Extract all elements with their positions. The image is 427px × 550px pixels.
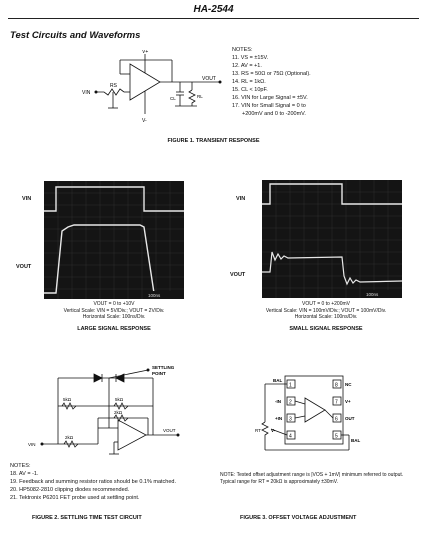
vplus-label: V+ [142, 50, 149, 55]
document-id: HA-2544 [193, 4, 234, 15]
note-item: 15. CL < 10pF. [232, 87, 268, 93]
large-line2: Vertical Scale: VIN = 5V/Div.; VOUT = 2V/Div. [63, 307, 165, 314]
rl-label: RL [197, 94, 203, 99]
note-item: 16. VIN for Large Signal = ±5V. [232, 95, 308, 101]
vin-label: VIN [82, 90, 91, 96]
large-signal-scope [44, 181, 184, 299]
pin-3: 3 [289, 416, 292, 423]
offset-note: NOTE: Tested offset adjustment range is |VOS + 1mV| minimum referred to output. Typical range for RT = 20kΩ is approximately ±30mV. [220, 472, 404, 485]
figure1-caption: FIGURE 1. TRANSIENT RESPONSE [167, 138, 260, 144]
notes-bottom [10, 462, 176, 502]
vout-label: VOUT [163, 428, 176, 433]
note-item: 13. RS = 50Ω or 75Ω (Optional). [232, 71, 311, 77]
pin-8: 8 [335, 382, 338, 389]
pin-7: 7 [335, 399, 338, 406]
vin-label: VIN [28, 442, 36, 447]
in-plus-label: +IN [275, 416, 283, 421]
settling-time-circuit [28, 366, 188, 458]
vout-label: VOUT [202, 76, 216, 82]
note-item: 17. VIN for Small Signal = 0 to [232, 103, 306, 109]
r2k-b-label: 2kΩ [65, 435, 74, 440]
small-scope-tag: 100ns [366, 292, 379, 297]
note-item: 18. AV = -1. [10, 471, 39, 477]
cl-label: CL [170, 96, 176, 101]
small-line3: Horizontal Scale: 100ns/Div. [294, 314, 358, 320]
pin-4: 4 [289, 433, 292, 440]
figure2-caption: FIGURE 2. SETTLING TIME TEST CIRCUIT [32, 515, 142, 521]
bal-bottom-label: BAL [351, 438, 361, 443]
r5k-a-label: 5kΩ [63, 397, 72, 402]
large-line1: VOUT = 0 to +10V [93, 301, 135, 307]
note-item: 21. Tektronix P6201 FET probe used at settling point. [10, 495, 140, 501]
small-signal-scope [262, 180, 402, 298]
vminus-label: V- [271, 428, 276, 433]
vplus-label: V+ [345, 399, 351, 404]
notes-top [232, 46, 422, 118]
large-line3: Horizontal Scale: 100ns/Div. [82, 314, 146, 320]
r5k-b-label: 5kΩ [115, 397, 124, 402]
section-title: Test Circuits and Waveforms [10, 30, 141, 41]
vminus-label: V- [142, 118, 147, 124]
offset-adjust-circuit [255, 374, 365, 454]
r2k-a-label: 2kΩ [114, 410, 123, 415]
point-label: POINT [152, 371, 166, 376]
note-item: 19. Feedback and summing resistor ratios should be 0.1% matched. [10, 479, 177, 485]
small-signal-caption: SMALL SIGNAL RESPONSE [289, 326, 363, 332]
pin-6: 6 [335, 416, 338, 423]
large-signal-caption: LARGE SIGNAL RESPONSE [77, 326, 151, 332]
small-vin-label: VIN [236, 196, 246, 202]
transient-response-circuit [80, 50, 230, 132]
figure3-caption: FIGURE 3. OFFSET VOLTAGE ADJUSTMENT [240, 515, 357, 521]
in-minus-label: -IN [275, 399, 281, 404]
pin-1: 1 [289, 382, 292, 389]
small-line1: VOUT = 0 to +200mV [302, 301, 350, 307]
bal-top-label: BAL [273, 378, 283, 383]
settling-label: SETTLING [152, 366, 175, 370]
note-item: 14. RL = 1kΩ. [232, 79, 266, 85]
notes-heading: NOTES: [232, 47, 253, 53]
nc-label: NC [345, 382, 352, 387]
small-vout-label: VOUT [230, 272, 246, 278]
rs-label: RS [110, 83, 117, 89]
small-line2: Vertical Scale: VIN = 100mV/Div.; VOUT = 100mV/Div. [265, 307, 387, 314]
large-signal-description [24, 301, 204, 321]
pin-2: 2 [289, 399, 292, 406]
note-item: +200mV and 0 to -200mV. [242, 111, 306, 117]
notes-heading: NOTES: [10, 463, 31, 469]
small-signal-description [236, 301, 416, 321]
large-vout-label: VOUT [16, 264, 32, 270]
out-label: OUT [345, 416, 355, 421]
large-scope-tag: 100ns [148, 293, 161, 298]
note-item: 20. HP5082-2810 clipping diodes recommended. [10, 487, 130, 493]
rt-label: RT [255, 428, 261, 433]
large-vin-label: VIN [22, 196, 32, 202]
note-item: 11. VS = ±15V. [232, 55, 269, 61]
pin-5: 5 [335, 433, 338, 440]
note-item: 12. AV = +1. [232, 63, 262, 69]
header-rule [8, 18, 419, 19]
